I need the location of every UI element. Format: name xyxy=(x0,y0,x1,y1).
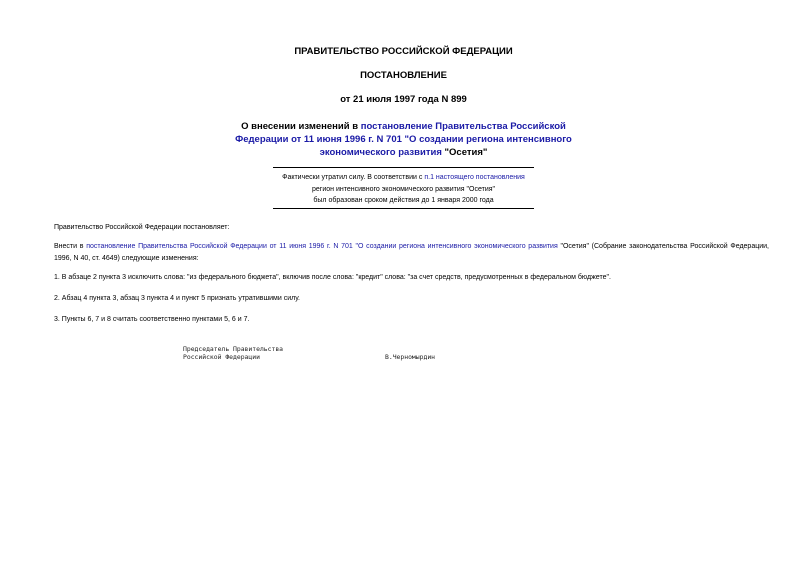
amendment-suffix: "Осетия" (Собрание законодательства Российской Федерации, 1996, N 40, ст. 4649) следующие изменения: xyxy=(54,243,769,262)
item-2: 2. Абзац 4 пункта 3, абзац 3 пункта 4 и пункт 5 признать утратившими силу. xyxy=(54,295,300,302)
document-type-heading: ПОСТАНОВЛЕНИЕ xyxy=(360,70,447,81)
title-link[interactable]: постановление Правительства Российской Федерации от 11 июня 1996 г. N 701 "О создании региона интенсивного экономического развития xyxy=(235,121,572,158)
item-3: 3. Пункты 6, 7 и 8 считать соответственно пунктами 5, 6 и 7. xyxy=(54,316,250,323)
note-line-3: был образован сроком действия до 1 января 2000 года xyxy=(313,197,494,204)
item-1: 1. В абзаце 2 пункта 3 исключить слова: "из федерального бюджета", включив после слова: "кредит" слова: "за счет средств, предусмотренных в федеральном бюджете". xyxy=(54,274,611,281)
note-text: Фактически утратил силу. В соответствии с xyxy=(282,174,425,181)
amendment-prefix: Внести в xyxy=(54,243,87,250)
amendment-paragraph xyxy=(54,241,769,264)
signature-position-line-1: Председатель Правительства xyxy=(183,345,284,353)
note-link[interactable]: п.1 настоящего постановления xyxy=(424,174,525,181)
government-heading: ПРАВИТЕЛЬСТВО РОССИЙСКОЙ ФЕДЕРАЦИИ xyxy=(294,46,513,57)
amendment-link[interactable]: постановление Правительства Российской Федерации от 11 июня 1996 г. N 701 "О создании региона интенсивного экономического развития xyxy=(86,243,558,250)
document-title xyxy=(230,120,577,159)
signature-position-line-2: Российской Федерации xyxy=(183,353,260,361)
title-prefix: О внесении изменений в xyxy=(241,121,361,132)
note-line-2: регион интенсивного экономического развития "Осетия" xyxy=(311,185,496,193)
status-note xyxy=(230,172,577,207)
note-bottom-rule xyxy=(273,208,534,209)
intro-paragraph: Правительство Российской Федерации постановляет: xyxy=(54,224,230,231)
title-suffix: "Осетия" xyxy=(441,147,488,158)
signature-name: В.Черномырдин xyxy=(385,353,436,361)
date-number-heading: от 21 июля 1997 года N 899 xyxy=(340,94,467,105)
note-top-rule xyxy=(273,167,534,168)
